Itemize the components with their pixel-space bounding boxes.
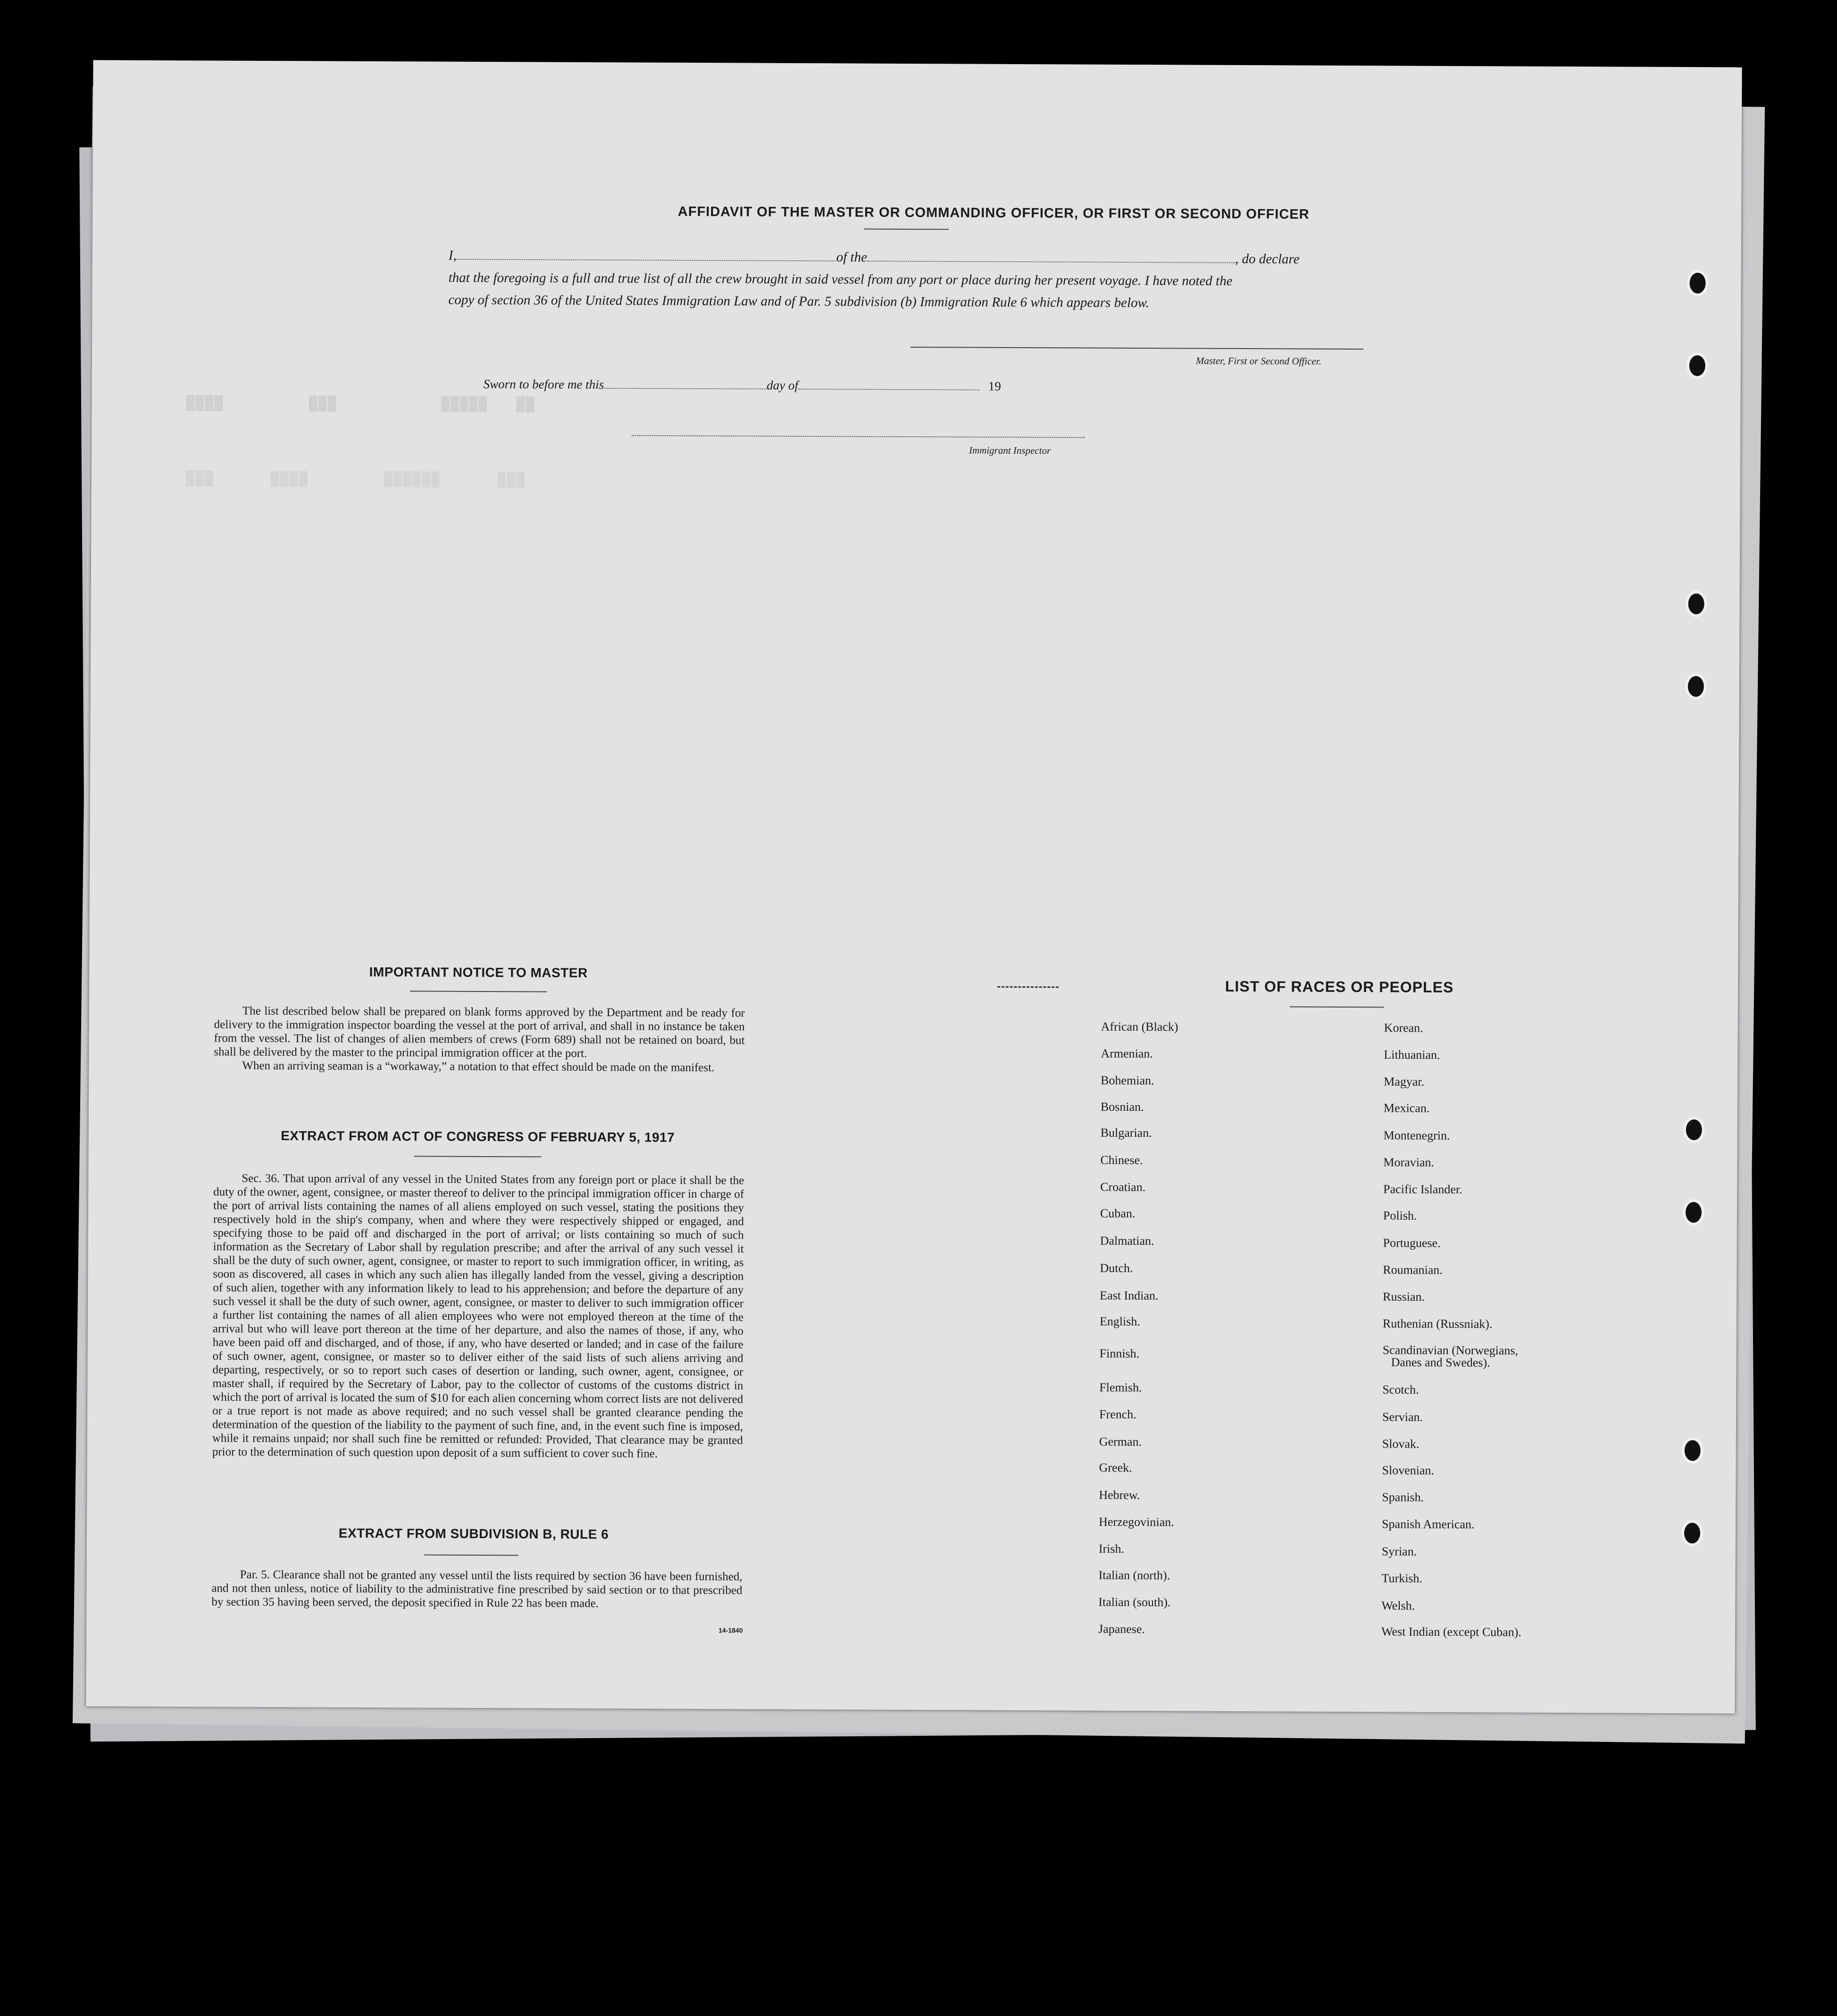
race-item: French. (1099, 1407, 1136, 1422)
races-rule (1290, 1006, 1384, 1008)
rule6-rule (424, 1554, 518, 1556)
act-text (212, 1172, 744, 1461)
race-item: Spanish American. (1382, 1517, 1475, 1532)
notice-paragraph-2: When an arriving seaman is a “workaway,” a notation to that effect should be made on the manifest. (242, 1059, 715, 1075)
race-item: Servian. (1382, 1410, 1423, 1424)
race-item: Slovak. (1382, 1437, 1420, 1451)
race-item: Korean. (1384, 1021, 1423, 1035)
race-item: Bohemian. (1101, 1073, 1154, 1088)
race-item: Magyar. (1384, 1075, 1425, 1089)
race-item: Bulgarian. (1100, 1125, 1152, 1140)
sworn-line (484, 377, 1001, 394)
act-heading: EXTRACT FROM ACT OF CONGRESS OF FEBRUARY 5, 1917 (281, 1128, 675, 1145)
race-item: Dutch. (1100, 1261, 1133, 1275)
race-item: Turkish. (1381, 1571, 1423, 1585)
race-item: Flemish. (1099, 1380, 1142, 1395)
race-item: Slovenian. (1382, 1463, 1435, 1477)
punch-hole (1682, 1437, 1703, 1464)
affidavit-i: I, (448, 248, 457, 263)
race-item: Montenegrin. (1383, 1128, 1450, 1142)
dash-mark (997, 986, 1059, 988)
race-item: East Indian. (1100, 1288, 1159, 1303)
race-item: Russian. (1383, 1290, 1425, 1304)
race-item: English. (1099, 1314, 1140, 1329)
race-item: Spanish. (1382, 1490, 1424, 1504)
notice-heading: IMPORTANT NOTICE TO MASTER (369, 964, 588, 980)
race-item: Portuguese. (1383, 1236, 1441, 1250)
races-title: LIST OF RACES OR PEOPLES (1225, 977, 1454, 996)
sworn-month-blank[interactable] (798, 389, 980, 391)
title-rule (864, 229, 949, 230)
notice-paragraph-1: The list described below shall be prepared on blank forms approved by the Department and be ready for delivery to the immigration inspector boarding the vessel at the port of arrival, and shall in no instance be taken from the vessel. The list of changes of alien members of crews (Form 689) shall not be retained on board, but shall be delivered by the master to the principal immigration officer at the port. (214, 1004, 745, 1060)
race-item: Dalmatian. (1100, 1233, 1154, 1248)
race-item: Roumanian. (1383, 1263, 1443, 1277)
notice-rule (410, 991, 547, 992)
punch-hole (1683, 1116, 1705, 1143)
paper-sheet (86, 60, 1742, 1713)
name-blank[interactable] (457, 259, 836, 262)
punch-hole (1683, 1199, 1704, 1225)
rule6-text (211, 1568, 742, 1611)
race-item: Herzegovinian. (1099, 1515, 1174, 1529)
punch-hole (1686, 591, 1707, 617)
inspector-label: Immigrant Inspector (969, 444, 1051, 457)
punch-hole (1681, 1520, 1703, 1546)
race-item: Italian (south). (1098, 1595, 1171, 1609)
vessel-blank[interactable] (867, 261, 1235, 263)
race-item: Croatian. (1100, 1180, 1146, 1194)
affidavit-of-the: of the (836, 250, 868, 265)
race-item: Syrian. (1381, 1544, 1417, 1558)
sworn-text: Sworn to before me this (483, 377, 604, 392)
section-36-text: Sec. 36. That upon arrival of any vessel in the United States from any foreign port or place it shall be the duty of the owner, agent, consignee, or master thereof to deliver to the principal immigration officer in charge of the port of arrival lists containing the names of all aliens employed on such vessel, stating the positions they respectively hold in the ship's company, when and where they were respectively shipped or engaged, and specifying those to be paid off and discharged in the port of arrival; or lists containing so much of such information as the Secretary of Labor shall by regulation prescribe; and after the arrival of any such vessel it shall be the duty of such owner, agent, consignee, or master to report to such immigration officer, in writing, as soon as discovered, all cases in which any such alien has illegally landed from the vessel, giving a description of such alien, together with any information likely to lead to his apprehension; and before the departure of any such vessel it shall be the duty of such owner, agent, consignee, or master to deliver to such immigration officer a further list containing the names of all alien employees who were not employed thereon at the time of the arrival but who will leave port thereon at the time of her departure, and also the names of those, if any, who have been paid off and discharged, and of those, if any, who have deserted or landed; and in case of the failure of such owner, agent, consignee, or master so to deliver either of the said lists of such aliens arriving and departing, respectively, or so to report such cases of desertion or landing, such owner, agent, consignee, or master shall, if required by the Secretary of Labor, pay to the collector of customs of the customs district in which the port of arrival is located the sum of $10 for each alien concerning whom correct lists are not delivered or a true report is not made as above required; and no such vessel shall be granted clearance pending the determination of the question of the liability to the payment of such fine, and, in the event such fine is imposed, while it remains unpaid; nor shall such fine be remitted or refunded: Provided, That clearance may be granted prior to the determination of such question upon deposit of a sum sufficient to cover such fine. (212, 1172, 744, 1460)
punch-hole (1687, 270, 1708, 296)
punch-hole (1685, 673, 1707, 700)
race-item: Hebrew. (1099, 1488, 1140, 1502)
race-item: Bosnian. (1100, 1100, 1144, 1114)
race-item: Finnish. (1099, 1346, 1140, 1361)
race-item: Greek. (1099, 1460, 1132, 1475)
affidavit-line-2: that the foregoing is a full and true list of all the crew brought in said vessel from any port or place during her present voyage. I have noted the (448, 270, 1233, 289)
race-item: Italian (north). (1098, 1568, 1170, 1583)
race-item: Ruthenian (Russniak). (1382, 1316, 1493, 1331)
act-rule (414, 1156, 541, 1157)
notice-text (214, 1004, 745, 1075)
race-item: Mexican. (1383, 1101, 1430, 1115)
race-item: Cuban. (1100, 1206, 1136, 1221)
race-item: German. (1099, 1434, 1142, 1449)
affidavit-do-declare: , do declare (1235, 251, 1300, 267)
race-item: West Indian (except Cuban). (1381, 1624, 1521, 1639)
punch-hole (1687, 352, 1708, 379)
master-signature-label: Master, First or Second Officer. (1195, 355, 1321, 367)
race-item: Chinese. (1100, 1153, 1143, 1167)
race-item: Moravian. (1383, 1155, 1435, 1169)
race-item: Scotch. (1382, 1383, 1419, 1397)
sworn-day-of: day of (767, 378, 798, 392)
race-item: Danes and Swedes). (1391, 1355, 1490, 1370)
race-item: Pacific Islander. (1383, 1182, 1462, 1197)
race-item: Armenian. (1101, 1046, 1153, 1061)
race-item: Lithuanian. (1384, 1048, 1440, 1062)
race-item: Japanese. (1098, 1622, 1145, 1636)
race-item: Irish. (1098, 1541, 1125, 1556)
race-item: Scandinavian (Norwegians, (1382, 1343, 1519, 1358)
affidavit-line-3: copy of section 36 of the United States Immigration Law and of Par. 5 subdivision (b) Immigration Rule 6 which appears below. (448, 292, 1150, 311)
signature-line-inspector[interactable] (632, 435, 1085, 438)
signature-line-master[interactable] (910, 347, 1363, 350)
par-5-text: Par. 5. Clearance shall not be granted any vessel until the lists required by section 36 have been furnished, and not then unless, notice of liability to the administrative fine prescribed by said section or to that prescribed by section 35 having been served, the deposit specified in Rule 22 has been made. (211, 1568, 743, 1610)
rule6-heading: EXTRACT FROM SUBDIVISION B, RULE 6 (338, 1525, 609, 1542)
sworn-year: 19 (988, 379, 1001, 393)
sworn-day-blank[interactable] (604, 388, 767, 390)
race-item: African (Black) (1101, 1019, 1178, 1034)
affidavit-line-1 (449, 248, 1300, 267)
race-item: Polish. (1383, 1208, 1417, 1223)
bleed-through-text: ███ ████ ██████ ███ (167, 471, 526, 489)
affidavit-title: AFFIDAVIT OF THE MASTER OR COMMANDING OFFICER, OR FIRST OR SECOND OFFICER (677, 204, 1310, 222)
race-item: Welsh. (1381, 1599, 1415, 1613)
form-number: 14-1840 (718, 1626, 743, 1634)
bleed-through-text: ████ ███ █████ ██ (167, 395, 535, 413)
